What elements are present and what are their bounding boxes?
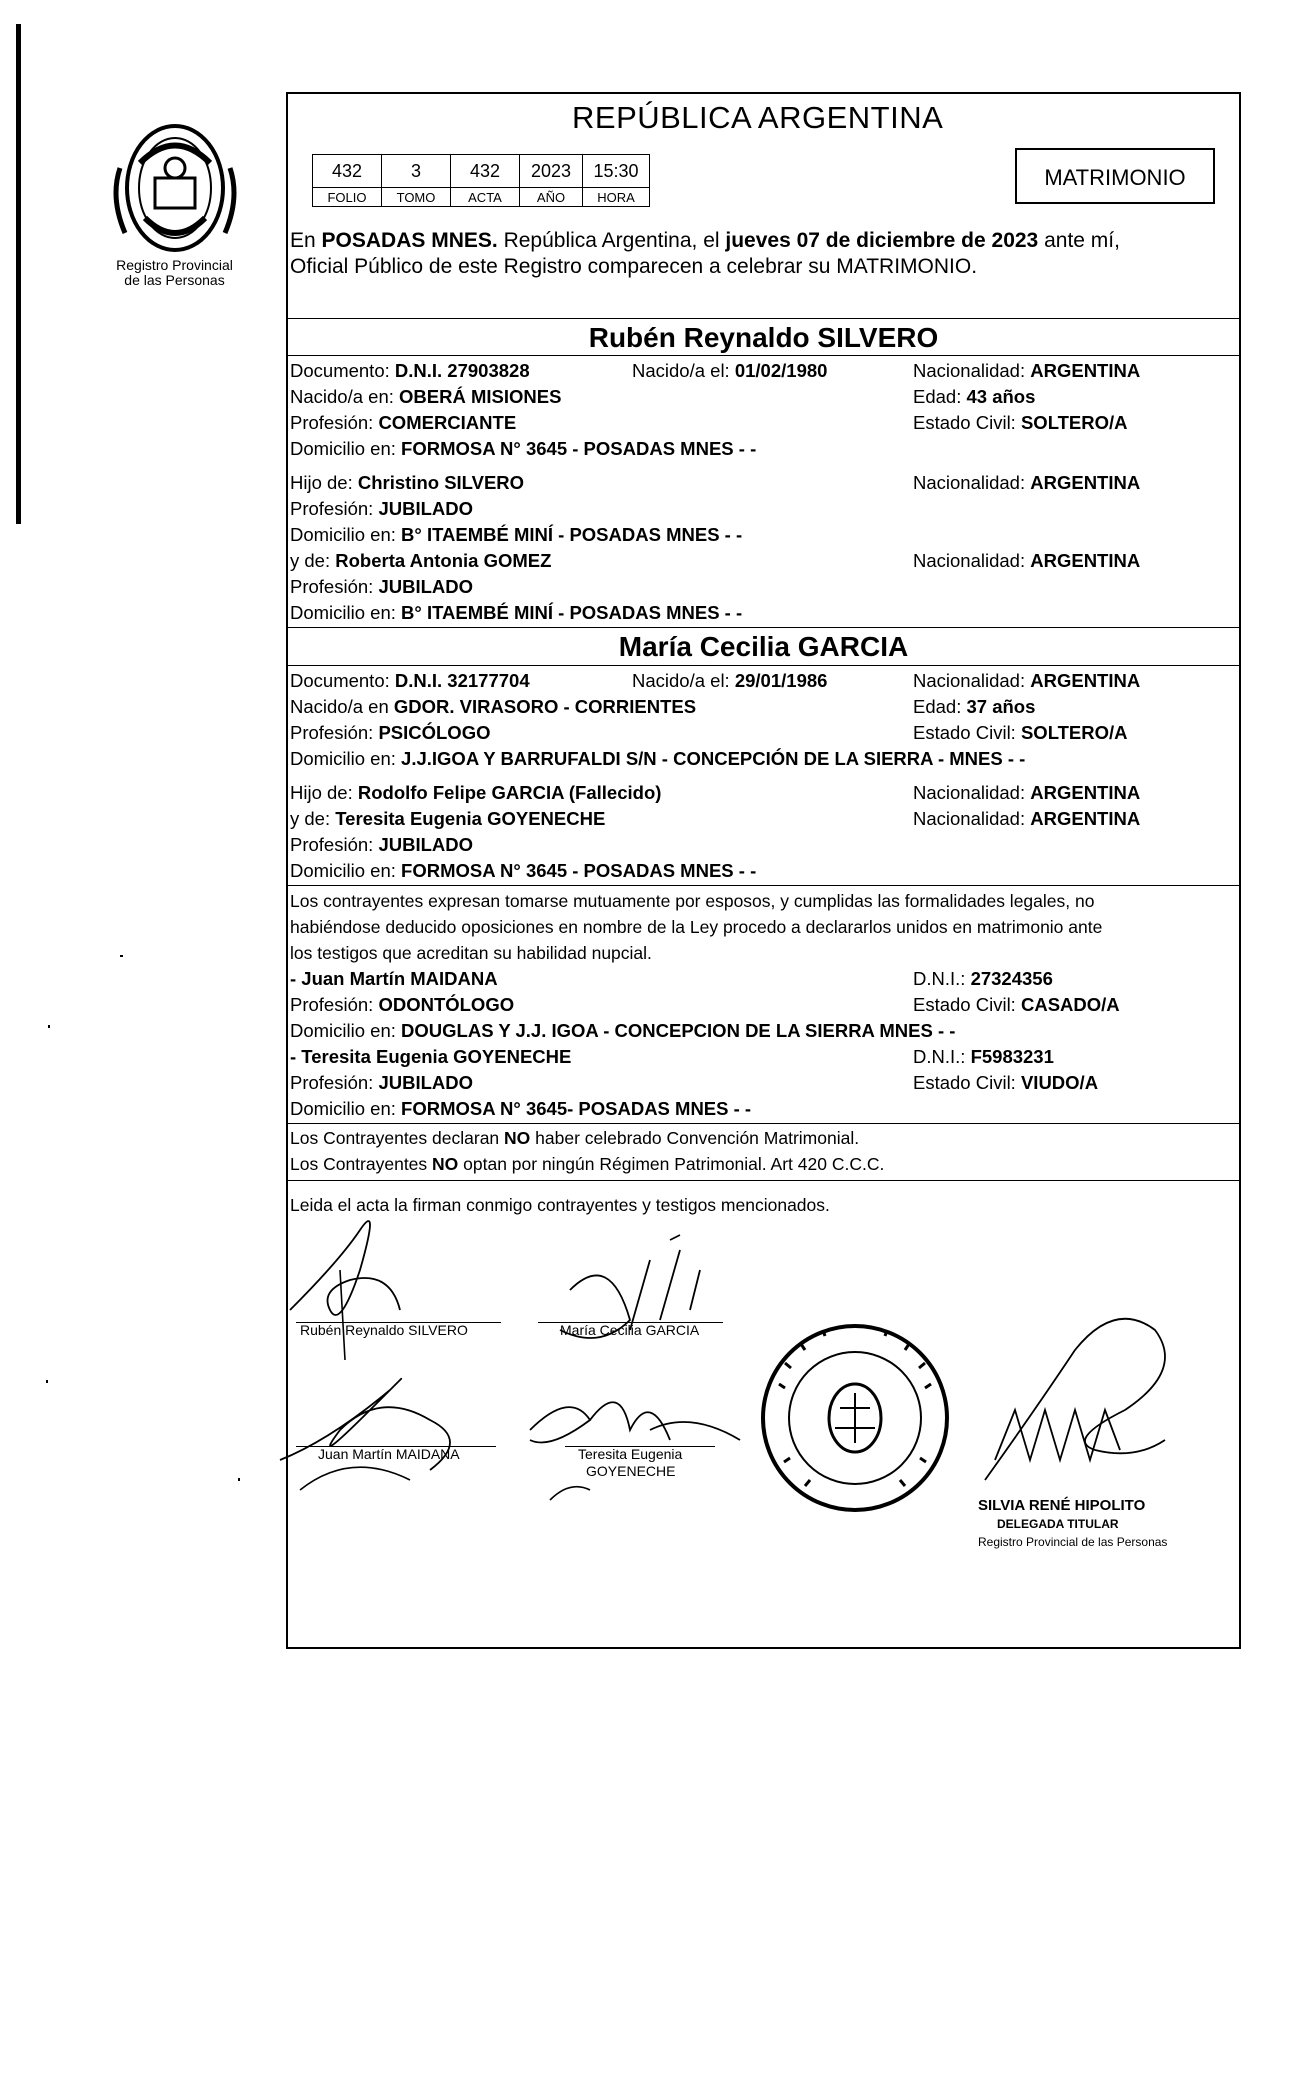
bride-mother-nationality: Nacionalidad: ARGENTINA <box>913 808 1141 829</box>
signature-groom-stroke <box>290 1221 400 1315</box>
convention-line-2: Los Contrayentes NO optan por ningún Régimen Patrimonial. Art 420 C.C.C. <box>290 1154 885 1174</box>
groom-address: Domicilio en: FORMOSA N° 3645 - POSADAS MNES - - <box>290 438 757 459</box>
signature-bride-stroke <box>670 1235 680 1240</box>
scan-speck <box>238 1478 240 1481</box>
signature-witness1-stroke <box>280 1379 450 1470</box>
groom-mother: y de: Roberta Antonia GOMEZ <box>290 550 552 571</box>
bride-profession: Profesión: PSICÓLOGO <box>290 722 491 743</box>
bride-birthplace: Nacido/a en GDOR. VIRASORO - CORRIENTES <box>290 696 697 717</box>
divider <box>288 885 1239 886</box>
groom-father-address: Domicilio en: B° ITAEMBÉ MINÍ - POSADAS MNES - - <box>290 524 743 545</box>
bride-father-nationality: Nacionalidad: ARGENTINA <box>913 782 1141 803</box>
groom-nationality: Nacionalidad: ARGENTINA <box>913 360 1141 381</box>
signature-witness2-stroke <box>530 1402 740 1442</box>
intro-date: jueves 07 de diciembre de 2023 <box>725 229 1039 252</box>
page-title: REPÚBLICA ARGENTINA <box>572 100 944 135</box>
intro-place: POSADAS MNES. <box>321 229 498 252</box>
registry-data-table <box>312 154 650 207</box>
groom-name: Rubén Reynaldo SILVERO <box>588 322 939 353</box>
groom-civil-status: Estado Civil: SOLTERO/A <box>913 412 1128 433</box>
tomo-value: 3 <box>382 155 451 188</box>
groom-age: Edad: 43 años <box>913 386 1036 407</box>
scan-speck <box>48 1025 50 1028</box>
scan-speck <box>120 955 123 957</box>
groom-mother-address: Domicilio en: B° ITAEMBÉ MINÍ - POSADAS MNES - - <box>290 602 743 623</box>
witness1-dni: D.N.I.: 27324356 <box>913 968 1053 989</box>
scan-speck <box>46 1380 48 1383</box>
declaration-line-1: Los contrayentes expresan tomarse mutuamente por esposos, y cumplidas las formalidades legales, no <box>290 891 1095 911</box>
signature-label-witness2-line1: Teresita Eugenia <box>578 1446 683 1462</box>
witness1-name: - Juan Martín MAIDANA <box>290 968 498 989</box>
officer-role: DELEGADA TITULAR <box>997 1517 1119 1531</box>
hora-label: HORA <box>583 188 650 207</box>
witness2-address: Domicilio en: FORMOSA N° 3645- POSADAS MNES - - <box>290 1098 752 1119</box>
intro-line-2: Oficial Público de este Registro comparecen a celebrar su MATRIMONIO. <box>290 255 978 278</box>
record-type-box: MATRIMONIO <box>1015 148 1215 204</box>
official-stamp <box>755 1318 955 1518</box>
acta-label: ACTA <box>451 188 520 207</box>
groom-birthdate: Nacido/a el: 01/02/1980 <box>632 360 828 381</box>
groom-father: Hijo de: Christino SILVERO <box>290 472 525 493</box>
signature-label-bride: María Cecilia GARCIA <box>560 1322 700 1338</box>
signature-label-witness2-line2: GOYENECHE <box>586 1463 676 1479</box>
officer-signature <box>975 1290 1195 1510</box>
bride-document: Documento: D.N.I. 32177704 <box>290 670 530 691</box>
declaration-line-2: habiéndose deducido oposiciones en nombre de la Ley procedo a declararlos unidos en matrimonio ante <box>290 917 1103 937</box>
signature-label-witness1: Juan Martín MAIDANA <box>318 1446 460 1462</box>
signature-label-groom: Rubén Reynaldo SILVERO <box>300 1322 468 1338</box>
groom-mother-nationality: Nacionalidad: ARGENTINA <box>913 550 1141 571</box>
bride-mother: y de: Teresita Eugenia GOYENECHE <box>290 808 606 829</box>
witness2-profession: Profesión: JUBILADO <box>290 1072 473 1093</box>
witness1-civil-status: Estado Civil: CASADO/A <box>913 994 1120 1015</box>
folio-label: FOLIO <box>313 188 382 207</box>
bride-nationality: Nacionalidad: ARGENTINA <box>913 670 1141 691</box>
divider <box>288 1180 1239 1181</box>
signing-statement: Leida el acta la firman conmigo contrayentes y testigos mencionados. <box>290 1195 830 1215</box>
hora-value: 15:30 <box>583 155 650 188</box>
acta-value: 432 <box>451 155 520 188</box>
groom-birthplace: Nacido/a en: OBERÁ MISIONES <box>290 386 562 407</box>
witness1-profession: Profesión: ODONTÓLOGO <box>290 994 515 1015</box>
declaration-line-3: los testigos que acreditan su habilidad nupcial. <box>290 943 652 963</box>
witness1-address: Domicilio en: DOUGLAS Y J.J. IGOA - CONCEPCION DE LA SIERRA MNES - - <box>290 1020 956 1041</box>
convention-line-1: Los Contrayentes declaran NO haber celebrado Convención Matrimonial. <box>290 1128 860 1148</box>
anio-label: AÑO <box>520 188 583 207</box>
groom-mother-profession: Profesión: JUBILADO <box>290 576 473 597</box>
witness2-name: - Teresita Eugenia GOYENECHE <box>290 1046 572 1067</box>
folio-value: 432 <box>313 155 382 188</box>
tomo-label: TOMO <box>382 188 451 207</box>
divider <box>288 318 1239 319</box>
groom-father-profession: Profesión: JUBILADO <box>290 498 473 519</box>
logo-caption-line2: de las Personas <box>124 272 225 288</box>
signature-bride-stroke <box>560 1250 700 1338</box>
witness2-dni: D.N.I.: F5983231 <box>913 1046 1054 1067</box>
signature-witness1-stroke <box>300 1467 410 1490</box>
witness2-civil-status: Estado Civil: VIUDO/A <box>913 1072 1099 1093</box>
bride-birthdate: Nacido/a el: 29/01/1986 <box>632 670 828 691</box>
margin-bar <box>16 24 21 524</box>
officer-organization: Registro Provincial de las Personas <box>978 1535 1168 1549</box>
bride-address: Domicilio en: J.J.IGOA Y BARRUFALDI S/N - CONCEPCIÓN DE LA SIERRA - MNES - - <box>290 748 1026 769</box>
handwritten-signatures <box>270 1190 830 1520</box>
bride-parents-profession: Profesión: JUBILADO <box>290 834 473 855</box>
logo-caption <box>92 258 257 288</box>
bride-father: Hijo de: Rodolfo Felipe GARCIA (Fallecido) <box>290 782 662 803</box>
bride-parents-address: Domicilio en: FORMOSA N° 3645 - POSADAS MNES - - <box>290 860 757 881</box>
divider <box>288 665 1239 666</box>
anio-value: 2023 <box>520 155 583 188</box>
logo-caption-line1: Registro Provincial <box>116 257 233 273</box>
coat-of-arms-logo <box>100 108 250 268</box>
groom-profession: Profesión: COMERCIANTE <box>290 412 517 433</box>
bride-name: María Cecilia GARCIA <box>618 631 909 662</box>
divider <box>288 1123 1239 1124</box>
officer-name: SILVIA RENÉ HIPOLITO <box>978 1497 1146 1514</box>
groom-document: Documento: D.N.I. 27903828 <box>290 360 530 381</box>
intro-line-1: En POSADAS MNES. República Argentina, el jueves 07 de diciembre de 2023 ante mí, <box>290 229 1120 252</box>
divider <box>288 355 1239 356</box>
bride-civil-status: Estado Civil: SOLTERO/A <box>913 722 1128 743</box>
signature-witness2-stroke <box>550 1487 590 1500</box>
divider <box>288 627 1239 628</box>
bride-age: Edad: 37 años <box>913 696 1036 717</box>
groom-father-nationality: Nacionalidad: ARGENTINA <box>913 472 1141 493</box>
